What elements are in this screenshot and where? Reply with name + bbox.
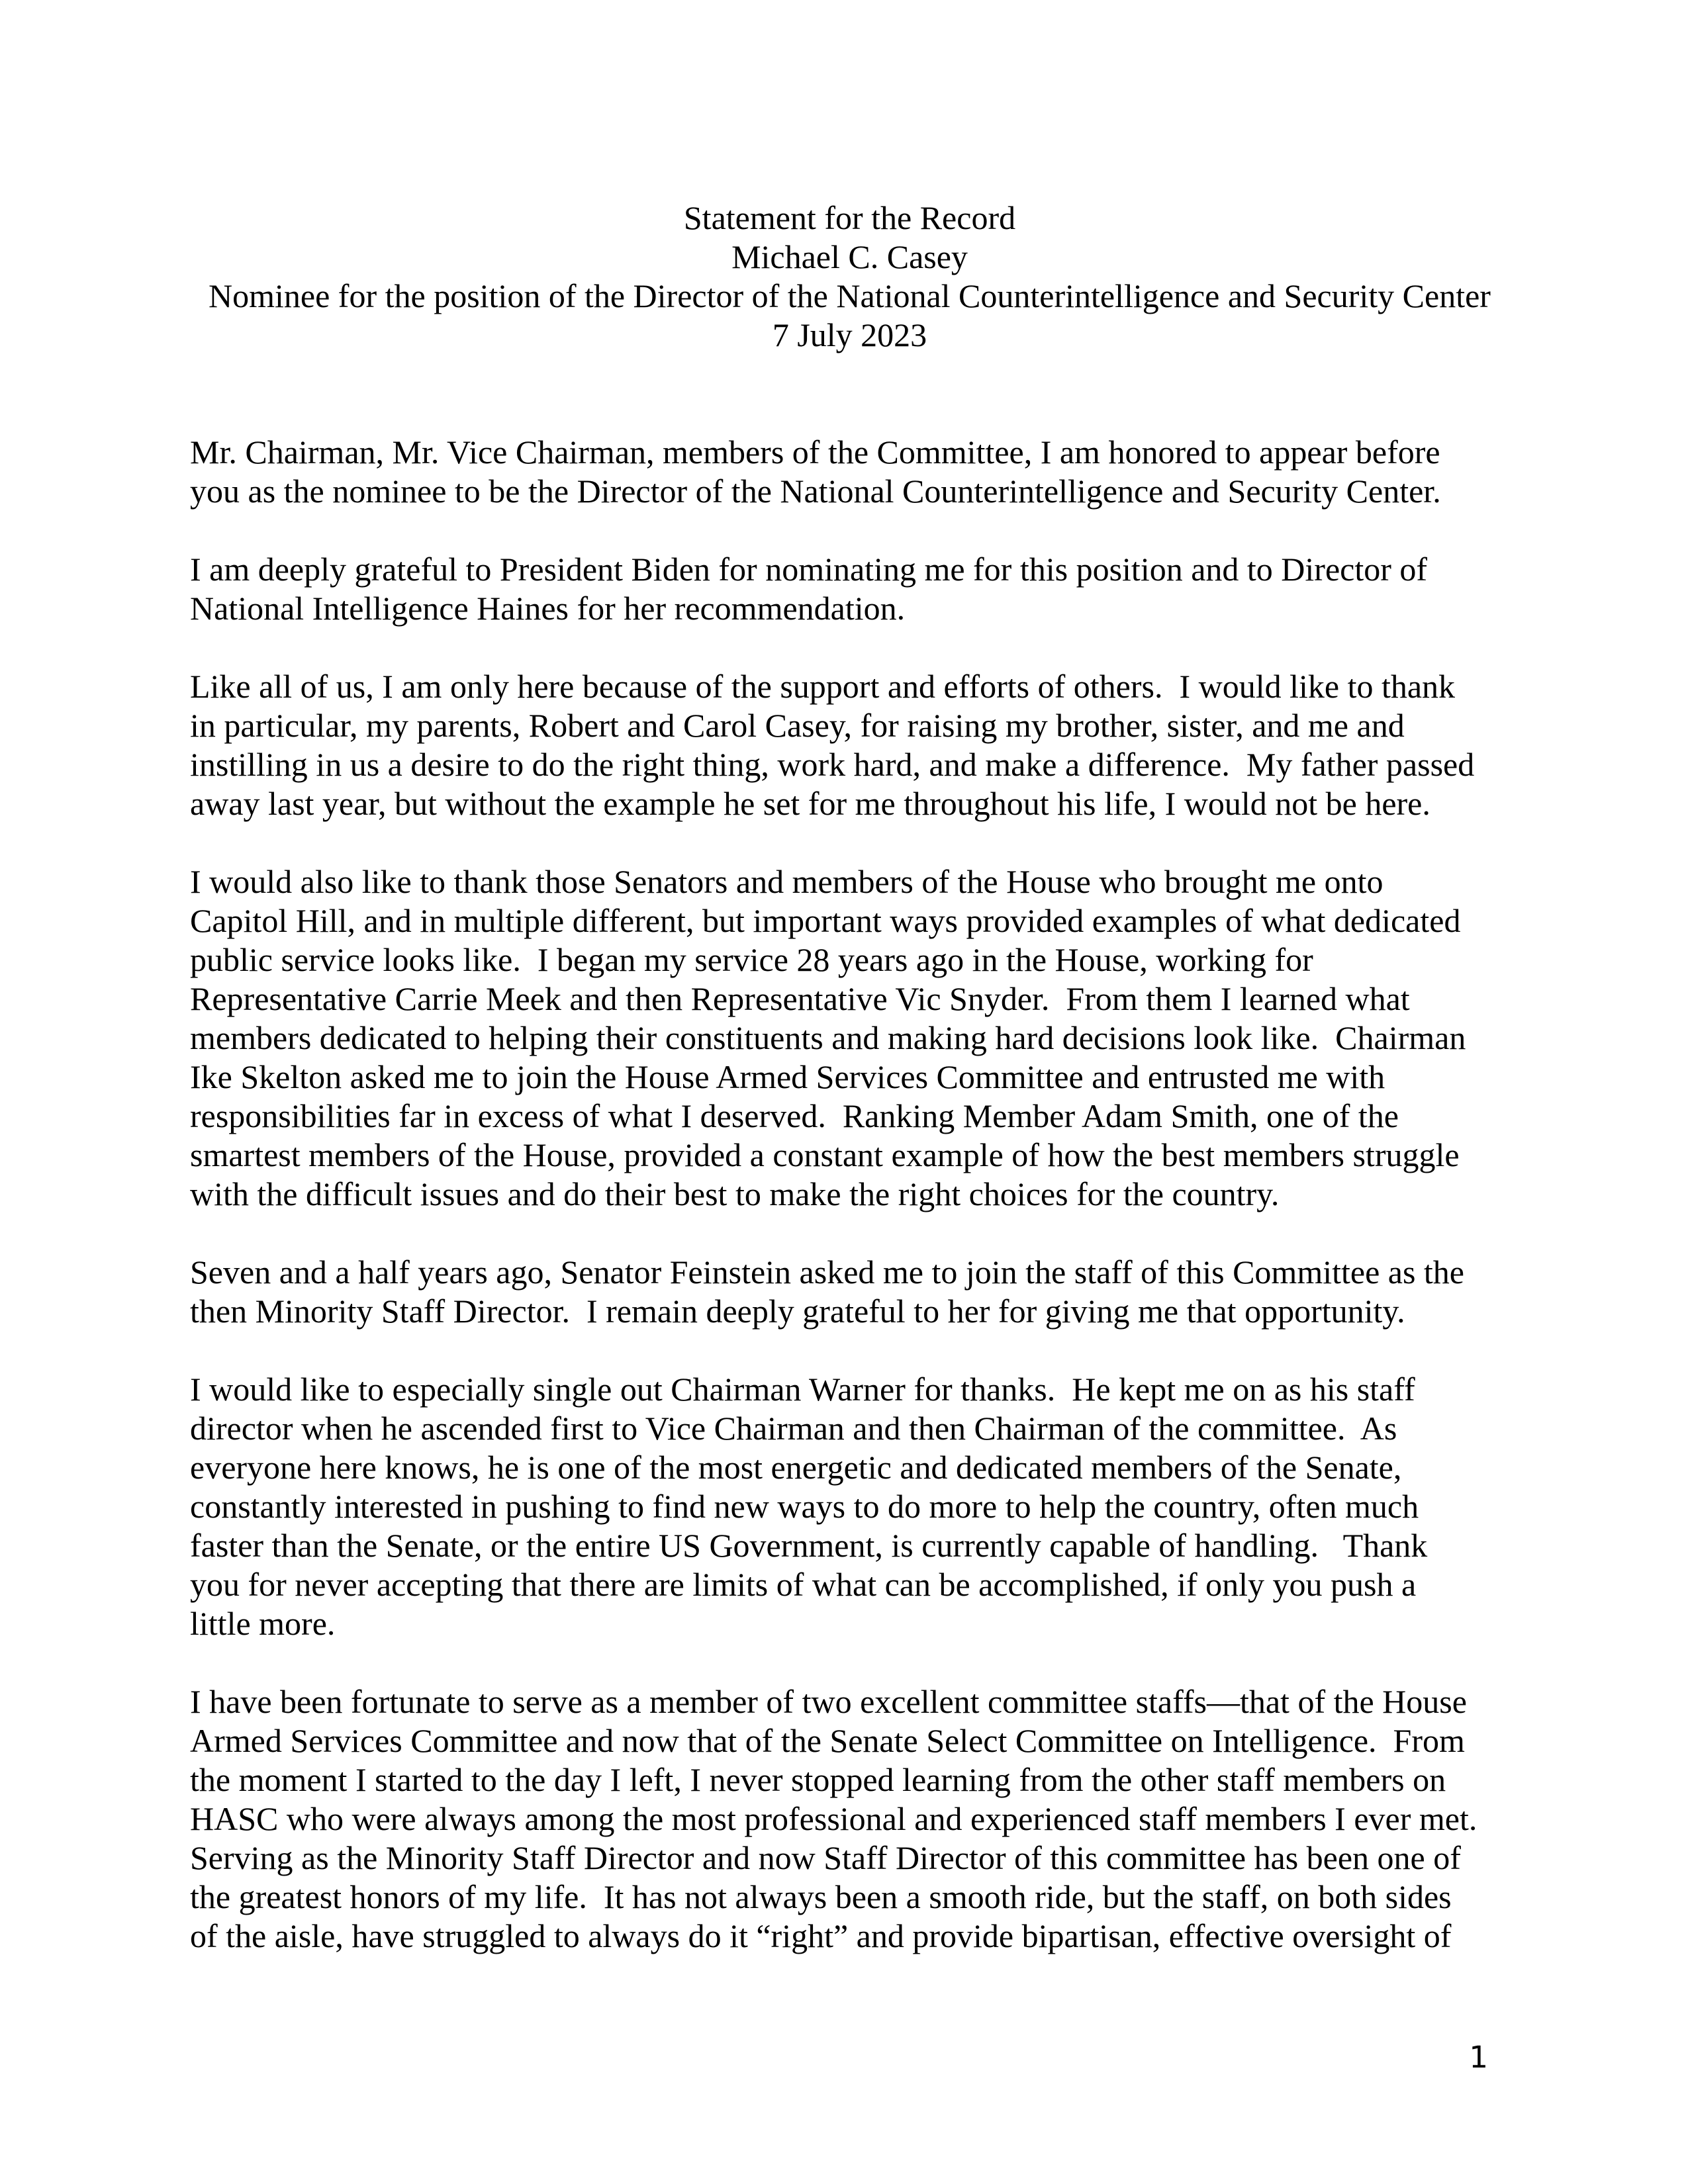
paragraph <box>190 1253 1509 1331</box>
paragraph-line: constantly interested in pushing to find new ways to do more to help the country, often much <box>190 1488 1419 1525</box>
paragraph-line: Armed Services Committee and now that of the Senate Select Committee on Intelligence. From <box>190 1722 1465 1759</box>
paragraph-line: faster than the Senate, or the entire US Government, is currently capable of handling. Thank <box>190 1527 1428 1564</box>
paragraph-line: I would also like to thank those Senators and members of the House who brought me onto <box>190 863 1383 900</box>
paragraph-line: you as the nominee to be the Director of the National Counterintelligence and Security Center. <box>190 473 1441 510</box>
paragraph-line: HASC who were always among the most professional and experienced staff members I ever met. <box>190 1800 1477 1837</box>
paragraph-line: then Minority Staff Director. I remain deeply grateful to her for giving me that opportunity. <box>190 1293 1405 1330</box>
paragraph-line: I am deeply grateful to President Biden for nominating me for this position and to Director of <box>190 551 1428 588</box>
paragraph <box>190 1682 1509 1956</box>
paragraph <box>190 550 1509 628</box>
paragraph-line: public service looks like. I began my service 28 years ago in the House, working for <box>190 941 1313 978</box>
paragraph-line: away last year, but without the example he set for me throughout his life, I would not be here. <box>190 785 1430 822</box>
paragraph-line: National Intelligence Haines for her recommendation. <box>190 590 906 627</box>
header-line: Michael C. Casey <box>731 238 968 275</box>
paragraph-line: the greatest honors of my life. It has not always been a smooth ride, but the staff, on both sides <box>190 1878 1452 1915</box>
paragraph-line: little more. <box>190 1605 336 1642</box>
header-line: 7 July 2023 <box>772 316 927 353</box>
paragraph-line: instilling in us a desire to do the right thing, work hard, and make a difference. My father passed <box>190 746 1475 783</box>
paragraph-line: Representative Carrie Meek and then Representative Vic Snyder. From them I learned what <box>190 980 1410 1017</box>
paragraph <box>190 667 1509 823</box>
paragraph-line: you for never accepting that there are limits of what can be accomplished, if only you push a <box>190 1566 1417 1603</box>
paragraph-line: Ike Skelton asked me to join the House Armed Services Committee and entrusted me with <box>190 1058 1385 1095</box>
paragraph-line: Like all of us, I am only here because of the support and efforts of others. I would like to thank <box>190 668 1456 705</box>
paragraph-line: Seven and a half years ago, Senator Feinstein asked me to join the staff of this Committee as the <box>190 1253 1464 1291</box>
paragraph <box>190 1370 1509 1643</box>
paragraph-line: Mr. Chairman, Mr. Vice Chairman, members of the Committee, I am honored to appear before <box>190 433 1440 471</box>
paragraph-line: responsibilities far in excess of what I deserved. Ranking Member Adam Smith, one of the <box>190 1097 1399 1134</box>
paragraph-line: with the difficult issues and do their best to make the right choices for the country. <box>190 1175 1280 1212</box>
page-number: 1 <box>1469 2040 1488 2075</box>
header-line: Statement for the Record <box>683 199 1016 236</box>
paragraph-line: Capitol Hill, and in multiple different, but important ways provided examples of what dedicated <box>190 902 1461 939</box>
paragraph-line: I would like to especially single out Chairman Warner for thanks. He kept me on as his staff <box>190 1371 1415 1408</box>
document-body <box>190 433 1509 1956</box>
paragraph-line: in particular, my parents, Robert and Carol Casey, for raising my brother, sister, and me and <box>190 707 1405 744</box>
header-line: Nominee for the position of the Director of the National Counterintelligence and Security Center <box>209 277 1491 314</box>
paragraph-line: Serving as the Minority Staff Director and now Staff Director of this committee has been one of <box>190 1839 1461 1876</box>
paragraph-line: I have been fortunate to serve as a member of two excellent committee staffs—that of the House <box>190 1683 1467 1720</box>
paragraph <box>190 433 1509 511</box>
document-header <box>190 199 1509 355</box>
paragraph-line: members dedicated to helping their constituents and making hard decisions look like. Chairman <box>190 1019 1466 1056</box>
paragraph-line: the moment I started to the day I left, I never stopped learning from the other staff members on <box>190 1761 1446 1798</box>
paragraph-line: director when he ascended first to Vice Chairman and then Chairman of the committee. As <box>190 1410 1397 1447</box>
paragraph-line: of the aisle, have struggled to always do it “right” and provide bipartisan, effective oversight of <box>190 1917 1452 1954</box>
paragraph-line: smartest members of the House, provided a constant example of how the best members struggle <box>190 1136 1460 1173</box>
paragraph-line: everyone here knows, he is one of the most energetic and dedicated members of the Senate, <box>190 1449 1402 1486</box>
paragraph <box>190 862 1509 1214</box>
